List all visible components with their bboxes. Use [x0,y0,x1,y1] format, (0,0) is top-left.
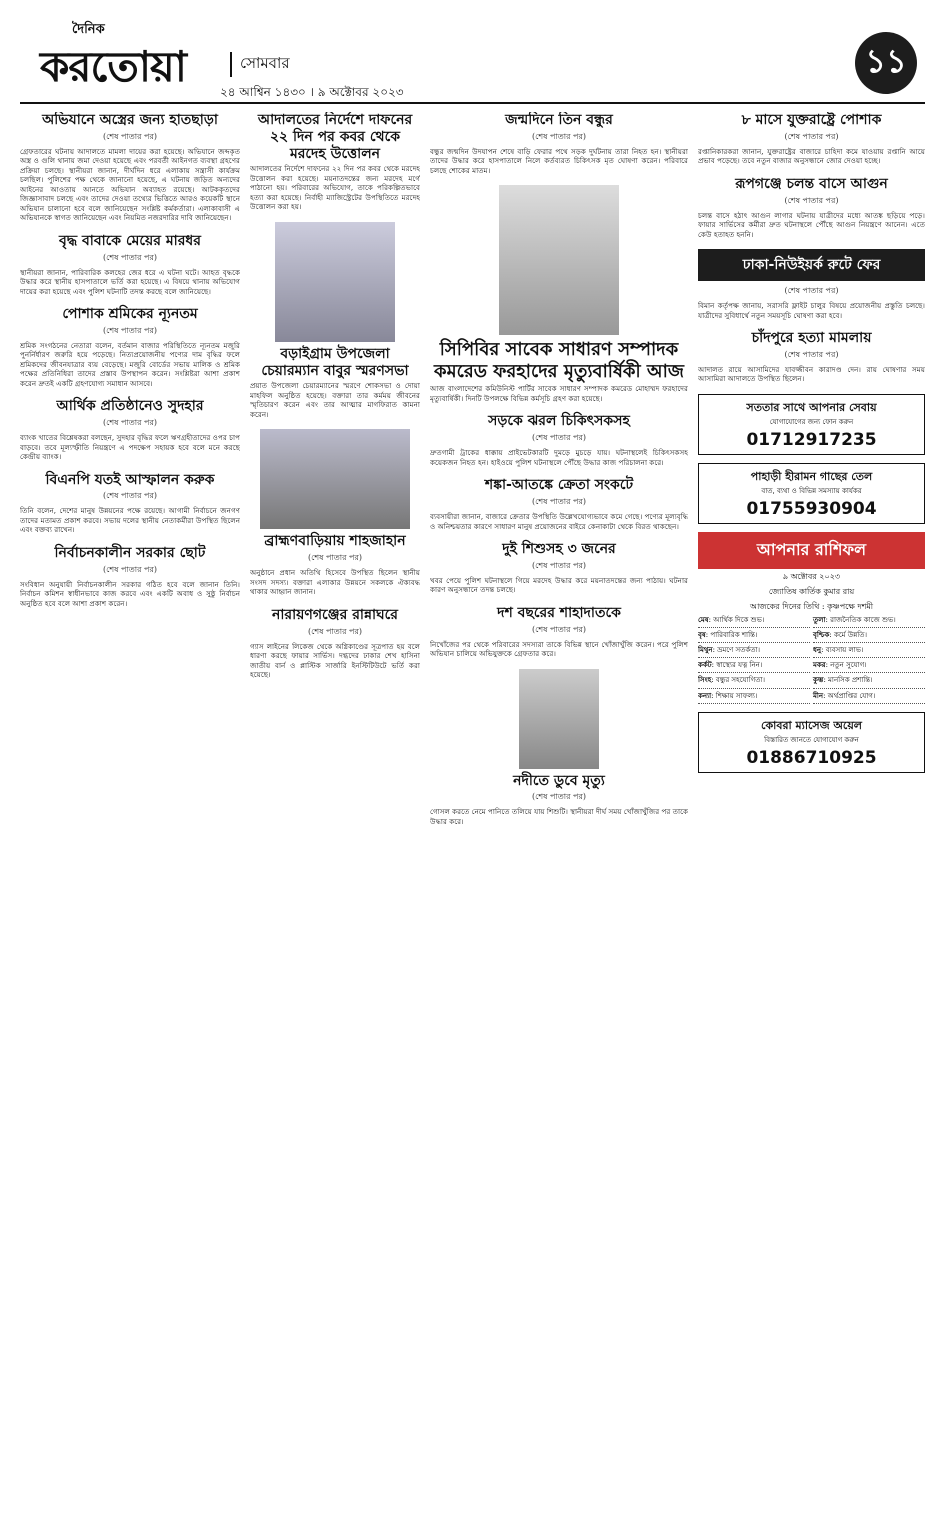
article [430,605,688,659]
article-jump: (শেষ পাতার পর) [531,624,587,634]
sign-name: ধনু [813,646,822,655]
horoscope-title: আপনার রাশিফল [698,532,925,569]
horoscope-item: সিংহ: বন্ধুর সহযোগিতা। [698,676,810,688]
horoscope-item: মেষ: আর্থিক দিকে শুভ। [698,616,810,628]
sign-name: সিংহ [698,676,712,685]
article [698,176,925,239]
sign-text: শিক্ষায় সাফল্য। [715,691,758,700]
advertisement [698,463,925,524]
article [20,112,240,223]
article [20,472,240,535]
article-headline: পোশাক শ্রমিকের ন্যূনতম [62,306,198,323]
article-body: গ্রেফতারের ঘটনায় আদালতে মামলা দায়ের করা হয়েছে। অভিযানে জব্দকৃত অস্ত্র ও গুলি থানায় জমা দেওয়া হয়েছে এবং পরবর্তী আইনগত ব্যবস্থা গ্রহণের প্রক্রিয়া চলছে। স্থানীয়রা জানান, দীর্ঘদিন ধরে এলাকায় সন্ত্রাসী কার্যক্রম চলছিল। পুলিশের পক্ষ থেকে জানানো হয়েছে, এ ঘটনায় জড়িত অন্যদের আইনের আওতায় আনতে অভিযান অব্যাহত রয়েছে। আটককৃতদের জিজ্ঞাসাবাদ চলছে এবং তাদের দেওয়া তথ্যের ভিত্তিতে আরও কয়েকটি স্থানে অভিযান চালানো হবে বলে জানিয়েছেন সংশ্লিষ্ট কর্মকর্তারা। এলাকাবাসী এ অভিযানকে স্বাগত জানিয়েছেন এবং নিয়মিত নজরদারির দাবি জানিয়েছেন। [20,146,240,223]
article-body: গ্যাস লাইনের লিকেজ থেকে অগ্নিকাণ্ডের সূত্রপাত হয় বলে ধারণা করছে ফায়ার সার্ভিস। দগ্ধদের ঢাকার শেখ হাসিনা জাতীয় বার্ন ও প্লাস্টিক সার্জারি ইনস্টিটিউটে ভর্তি করা হয়েছে। [250,641,420,680]
article-body: শ্রমিক সংগঠনের নেতারা বলেন, বর্তমান বাজার পরিস্থিতিতে ন্যূনতম মজুরি পুনর্নির্ধারণ জরুরি হয়ে পড়েছে। নিত্যপ্রয়োজনীয় পণ্যের দাম বৃদ্ধির ফলে শ্রমিকদের জীবনযাত্রার ব্যয় বেড়েছে। মজুরি বোর্ডের সভায় মালিক ও শ্রমিক পক্ষের প্রতিনিধিরা তাদের প্রস্তাব উপস্থাপন করেন। সংশ্লিষ্টরা আশা প্রকাশ করেন দ্রুতই একটি গ্রহণযোগ্য সমাধান আসবে। [20,340,240,388]
article-jump: (শেষ পাতার পর) [531,560,587,570]
sign-name: বৃশ্চিক [813,631,830,640]
column-4 [698,112,925,1502]
horoscope-item: ধনু: ব্যবসায় লাভ। [813,646,925,658]
horoscope-item: বৃষ: পারিবারিক শান্তি। [698,631,810,643]
article-body: তিনি বলেন, দেশের মানুষ উন্নয়নের পক্ষে রয়েছে। আগামী নির্বাচনে জনগণ তাদের মতামত প্রকাশ করবে। সভায় দলের স্থানীয় নেতাকর্মীরা উপস্থিত ছিলেন এবং বক্তব্য রাখেন। [20,506,240,535]
article-headline: জন্মদিনে তিন বন্ধুর [505,112,613,128]
article-headline: সিপিবির সাবেক সাধারণ সম্পাদক কমরেড ফরহাদের মৃত্যুবার্ষিকী আজ [434,339,684,382]
article-body: স্থানীয়রা জানান, পারিবারিক কলহের জের ধরে এ ঘটনা ঘটে। আহত বৃদ্ধকে উদ্ধার করে স্থানীয় হাসপাতালে ভর্তি করা হয়েছে। এ বিষয়ে থানায় অভিযোগ দায়ের করা হয়েছে এবং পুলিশ ঘটনাটি তদন্ত করছে বলে জানিয়েছে। [20,267,240,296]
article [430,112,688,175]
masthead [20,14,925,104]
sign-text: স্বাস্থ্যের যত্ন নিন। [716,661,763,670]
article-body: দ্রুতগামী ট্রাকের ধাক্কায় প্রাইভেটকারটি দুমড়ে মুচড়ে যায়। ঘটনাস্থলেই চিকিৎসকসহ কয়েকজন নিহত হন। হাইওয়ে পুলিশ ঘটনাস্থলে পৌঁছে উদ্ধার কাজ পরিচালনা করে। [430,448,688,467]
issue-day: সোমবার [230,52,290,77]
sign-name: কুম্ভ [813,676,824,685]
article-jump: (শেষ পাতার পর) [531,433,587,443]
article-body: আজ বাংলাদেশের কমিউনিস্ট পার্টির সাবেক সাধারণ সম্পাদক কমরেড মোহাম্মদ ফরহাদের মৃত্যুবার্ষিকী। দিনটি উপলক্ষে বিভিন্ন কর্মসূচি গ্রহণ করা হয়েছে। [430,384,688,403]
article-headline: আর্থিক প্রতিষ্ঠানেও সুদহার [56,398,204,415]
horoscope-item: তুলা: রাজনৈতিক কাজে শুভ। [813,616,925,628]
article-headline: আদালতের নির্দেশে দাফনের ২২ দিন পর কবর থেকে মরদেহ উত্তোলন [257,112,413,162]
column-1 [20,112,240,1502]
article [250,607,420,680]
article-body: বন্ধুর জন্মদিন উদযাপন শেষে বাড়ি ফেরার পথে সড়ক দুর্ঘটনায় তারা নিহত হন। স্থানীয়রা তাদের উদ্ধার করে হাসপাতালে নিলে কর্তব্যরত চিকিৎসক মৃত ঘোষণা করেন। পরিবারে চলছে শোকের মাতম। [430,146,688,175]
article-headline: দুই শিশুসহ ৩ জনের [502,541,616,558]
column-2 [250,112,420,1502]
sign-text: মানসিক প্রশান্তি। [828,676,873,685]
portrait-photo [519,669,599,769]
ad-phone: 01712917235 [746,429,877,450]
article-jump: (শেষ পাতার পর) [784,349,839,359]
horoscope-grid [698,616,925,704]
sign-text: অর্থপ্রাপ্তির যোগ। [827,691,876,700]
article-headline: রূপগঞ্জে চলন্ত বাসে আগুন [735,175,888,192]
article-jump: (শেষ পাতার পর) [102,564,158,574]
article-jump: (শেষ পাতার পর) [531,497,587,507]
article-body: আদালতের নির্দেশে দাফনের ২২ দিন পর কবর থেকে মরদেহ উত্তোলন করা হয়েছে। ময়নাতদন্তের জন্য মরদেহ মর্গে পাঠানো হয়। পরিবারের অভিযোগ, তাকে পরিকল্পিতভাবে হত্যা করা হয়েছে। নির্বাহী ম্যাজিস্ট্রেটের উপস্থিতিতে মরদেহ উত্তোলন করা হয়। [250,164,420,212]
horoscope-item: কন্যা: শিক্ষায় সাফল্য। [698,692,810,704]
horoscope-section [698,532,925,704]
sign-text: কর্মে উন্নতি। [833,631,867,640]
page-number: ১১ [855,32,917,94]
article-jump: (শেষ পাতার পর) [102,491,158,501]
article-jump: (শেষ পাতার পর) [307,553,363,563]
article [20,233,240,296]
sign-text: পারিবারিক শান্তি। [710,631,758,640]
article [698,330,925,384]
portrait-photo [499,185,619,335]
ad-body: বিস্তারিত জানতে যোগাযোগ করুন [764,735,859,744]
article [430,339,688,403]
article-jump: (শেষ পাতার পর) [102,252,158,262]
portrait-photo [275,222,395,342]
horoscope-item: বৃশ্চিক: কর্মে উন্নতি। [813,631,925,643]
article-headline: দশ বছরের শাহাদাতকে [497,604,621,621]
logo-small: দৈনিক [72,22,105,37]
sign-name: মিথুন [698,646,713,655]
article-jump: (শেষ পাতার পর) [784,195,839,205]
article-jump: (শেষ পাতার পর) [102,131,158,141]
article-headline: নদীতে ডুবে মৃত্যু [513,772,605,789]
horoscope-item: মিথুন: ভ্রমণে সতর্কতা। [698,646,810,658]
ad-title: পাহাড়ী হীরামন গাছের তেল [750,469,873,483]
article [250,112,420,212]
sign-text: আর্থিক দিকে শুভ। [713,616,765,625]
article-jump: (শেষ পাতার পর) [102,418,158,428]
article [250,346,420,420]
horoscope-item: কুম্ভ: মানসিক প্রশান্তি। [813,676,925,688]
sign-name: কন্যা [698,691,712,700]
article-headline: বিএনপি যতই আস্ফালন করুক [45,471,215,488]
ad-phone: 01755930904 [746,499,877,520]
advertisement [698,712,925,773]
article-body: খবর পেয়ে পুলিশ ঘটনাস্থলে গিয়ে মরদেহ উদ্ধার করে ময়নাতদন্তের জন্য পাঠায়। ঘটনার কারণ অনুসন্ধানে তদন্ত চলছে। [430,575,688,595]
section-headline: ঢাকা-নিউইয়র্ক রুটে ফের [698,249,925,281]
article [430,773,688,827]
article-body: গোসল করতে নেমে পানিতে তলিয়ে যায় শিশুটি। স্থানীয়রা দীর্ঘ সময় খোঁজাখুঁজির পর তাকে উদ্ধার করে। [430,807,688,826]
article-headline: শঙ্কা-আতঙ্কে ক্রেতা সংকটে [484,477,634,494]
horoscope-item: মীন: অর্থপ্রাপ্তির যোগ। [813,692,925,704]
sign-name: কর্কট [698,661,712,670]
article-jump: (শেষ পাতার পর) [531,131,587,141]
article-headline: নির্বাচনকালীন সরকার ছোট [54,544,206,561]
sign-text: বন্ধুর সহযোগিতা। [715,676,765,685]
sign-name: বৃষ [698,631,706,640]
article-body: রপ্তানিকারকরা জানান, যুক্তরাষ্ট্রের বাজারে চাহিদা কমে যাওয়ায় রপ্তানি আয়ে প্রভাব পড়েছে। তবে নতুন বাজার অনুসন্ধানে জোর দেওয়া হচ্ছে। [698,146,925,166]
article-jump: (শেষ পাতার পর) [307,626,363,636]
article-body: অনুষ্ঠানে প্রধান অতিথি হিসেবে উপস্থিত ছিলেন স্থানীয় সংসদ সদস্য। বক্তারা এলাকার উন্নয়নে সকলকে ঐক্যবদ্ধ থাকার আহ্বান জানান। [250,568,420,597]
sign-name: মীন [813,691,824,700]
article-body: আদালত রায়ে আসামিদের যাবজ্জীবন কারাদণ্ড দেন। রায় ঘোষণার সময় আসামিরা আদালতে উপস্থিত ছিলেন। [698,364,925,384]
ad-body: বাত, ব্যথা ও বিভিন্ন সমস্যায় কার্যকর [761,486,862,495]
article [20,398,240,461]
article-headline: বৃদ্ধ বাবাকে মেয়ের মারধর [59,232,201,249]
sign-text: ভ্রমণে সতর্কতা। [717,646,761,655]
article [430,413,688,467]
column-3 [430,112,688,1502]
horoscope-item: মকর: নতুন সুযোগ। [813,661,925,673]
article-body: প্রয়াত উপজেলা চেয়ারম্যানের স্মরণে শোকসভা ও দোয়া মাহফিল অনুষ্ঠিত হয়েছে। বক্তারা তার কর্মময় জীবনের স্মৃতিচারণ করেন এবং তার আত্মার মাগফিরাত কামনা করেন। [250,381,420,419]
article-headline: অভিযানে অস্ত্রের জন্য হাতছাড়া [42,112,218,128]
sign-text: ব্যবসায় লাভ। [825,646,864,655]
article-body: ব্যবসায়ীরা জানান, বাজারে ক্রেতার উপস্থিতি উল্লেখযোগ্যভাবে কমে গেছে। পণ্যের মূল্যবৃদ্ধি ও অনিশ্চয়তার কারণে সাধারণ মানুষ প্রয়োজনের বাইরে কেনাকাটা থেকে বিরত থাকছেন। [430,512,688,531]
horoscope-tithi: আজকের দিনের তিথি : কৃষ্ণপক্ষে দশমী [749,602,874,612]
article-headline: চাঁদপুরে হত্যা মামলায় [751,330,872,347]
horoscope-date: ৯ অক্টোবর ২০২৩ [782,572,841,582]
article [430,477,688,531]
horoscope-author: জ্যোতিষ কার্তিক কুমার রায় [768,587,855,597]
article-body: ব্যাংক খাতের বিশ্লেষকরা বলছেন, সুদহার বৃদ্ধির ফলে ঋণগ্রহীতাদের ওপর চাপ বাড়বে। তবে মূল্যস্ফীতি নিয়ন্ত্রণে এ পদক্ষেপ সহায়ক হবে বলে মনে করছে কেন্দ্রীয় ব্যাংক। [20,433,240,462]
article [698,285,925,320]
article [20,545,240,608]
issue-date: ২৪ আশ্বিন ১৪৩০ । ৯ অক্টোবর ২০২৩ [220,85,404,99]
sign-text: নতুন সুযোগ। [830,661,867,670]
sign-text: রাজনৈতিক কাজে শুভ। [830,616,896,625]
sign-name: মকর [813,661,826,670]
article-headline: ৮ মাসে যুক্তরাষ্ট্রে পোশাক [741,112,882,128]
article [250,533,420,596]
article-headline: নারায়ণগঞ্জের রান্নাঘরে [271,606,398,623]
sign-name: তুলা [813,616,826,625]
article-jump: (শেষ পাতার পর) [102,325,158,335]
article-body: সংবিধান অনুযায়ী নির্বাচনকালীন সরকার গঠিত হবে বলে জানান তিনি। নির্বাচন কমিশন স্বাধীনভাবে কাজ করবে এবং একটি অবাধ ও সুষ্ঠু নির্বাচন অনুষ্ঠিত হবে বলে আশা প্রকাশ করেন। [20,579,240,608]
article-headline: বড়াইগ্রাম উপজেলা চেয়ারম্যান বাবুর স্মরণসভা [261,345,409,379]
article-body: চলন্ত বাসে হঠাৎ আগুন লাগার ঘটনায় যাত্রীদের মধ্যে আতঙ্ক ছড়িয়ে পড়ে। ফায়ার সার্ভিসের কর্মীরা দ্রুত ঘটনাস্থলে পৌঁছে আগুন নিয়ন্ত্রণে আনেন। এতে কেউ হতাহত হননি। [698,210,925,239]
sign-name: মেষ [698,616,709,625]
article-headline: ব্রাহ্মণবাড়িয়ায় শাহজাহান [264,533,406,550]
ad-phone: 01886710925 [746,747,877,768]
event-photo [260,429,410,529]
advertisement [698,394,925,455]
ad-body: যোগাযোগের জন্য ফোন করুন [769,417,854,426]
article-jump: (শেষ পাতার পর) [784,131,839,141]
article-headline: সড়কে ঝরল চিকিৎসকসহ [488,413,630,430]
article-jump: (শেষ পাতার পর) [531,792,587,802]
newspaper-logo: করতোয়া [40,42,186,91]
ad-title: কোবরা ম্যাসেজ অয়েল [760,718,862,732]
ad-title: সততার সাথে আপনার সেবায় [746,400,877,414]
article [698,112,925,166]
horoscope-item: কর্কট: স্বাস্থ্যের যত্ন নিন। [698,661,810,673]
article [20,306,240,388]
article-body: নিখোঁজের পর থেকে পরিবারের সদস্যরা তাকে বিভিন্ন স্থানে খোঁজাখুঁজি করেন। পরে পুলিশ অভিযান চালিয়ে অভিযুক্তকে গ্রেফতার করে। [430,639,688,659]
article-body: বিমান কর্তৃপক্ষ জানায়, সরাসরি ফ্লাইট চালুর বিষয়ে প্রয়োজনীয় প্রস্তুতি চলছে। যাত্রীদের সুবিধার্থে নতুন সময়সূচি ঘোষণা করা হবে। [698,301,925,320]
article [430,541,688,595]
article-jump: (শেষ পাতার পর) [784,286,839,296]
